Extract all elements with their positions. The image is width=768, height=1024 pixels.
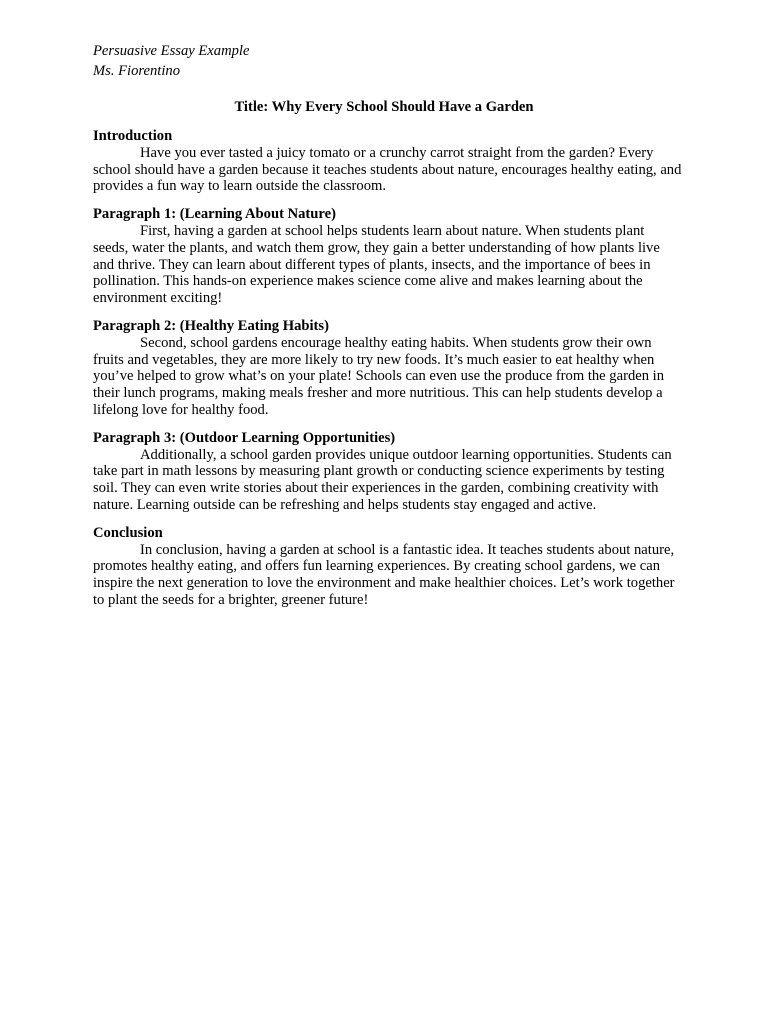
section-paragraph-2: [93, 318, 683, 419]
section-heading: Conclusion: [93, 524, 163, 541]
section-paragraph-1: [93, 206, 683, 307]
section-heading: Paragraph 2: (Healthy Eating Habits): [93, 317, 329, 334]
header-essay-type: Persuasive Essay Example: [93, 43, 250, 59]
section-heading: Introduction: [93, 128, 173, 144]
essay-title: Title: Why Every School Should Have a Garden: [234, 99, 534, 115]
document-header: [93, 42, 249, 81]
section-paragraph: Have you ever tasted a juicy tomato or a crunchy carrot straight from the garden? Every school should have a garden because it teaches students about nature, encourages healthy eating, and provides a fun way to learn outside the classroom.: [93, 144, 682, 195]
section-paragraph: In conclusion, having a garden at school is a fantastic idea. It teaches students about nature, promotes healthy eating, and offers fun learning experiences. By creating school gardens, we can inspire the next generation to love the environment and make healthier choices. Let’s work together to plant the seeds for a brighter, greener future!: [93, 541, 675, 608]
header-author: Ms. Fiorentino: [93, 62, 181, 79]
section-introduction: [93, 128, 683, 195]
section-paragraph-3: [93, 430, 683, 514]
section-paragraph: First, having a garden at school helps students learn about nature. When students plant seeds, water the plants, and watch them grow, they gain a better understanding of how plants live and thrive. They can learn about different types of plants, insects, and the importance of bees in pollination. This hands-on experience makes science come alive and makes learning about the environment exciting!: [93, 222, 660, 307]
section-heading: Paragraph 1: (Learning About Nature): [93, 206, 336, 223]
section-conclusion: [93, 525, 683, 609]
section-paragraph: Second, school gardens encourage healthy eating habits. When students grow their own fruits and vegetables, they are more likely to try new foods. It’s much easier to eat healthy when you’ve helped to grow what’s on your plate! Schools can even use the produce from the garden in their lunch programs, making meals fresher and more nutritious. This can help students develop a lifelong love for healthy food.: [93, 334, 665, 418]
section-paragraph: Additionally, a school garden provides unique outdoor learning opportunities. Students can take part in math lessons by measuring plant growth or conducting science experiments by testing soil. They can even write stories about their experiences in the garden, combining creativity with nature. Learning outside can be refreshing and helps students stay engaged and active.: [93, 446, 672, 513]
section-heading: Paragraph 3: (Outdoor Learning Opportunities): [93, 429, 396, 446]
essay-body: [93, 128, 683, 620]
